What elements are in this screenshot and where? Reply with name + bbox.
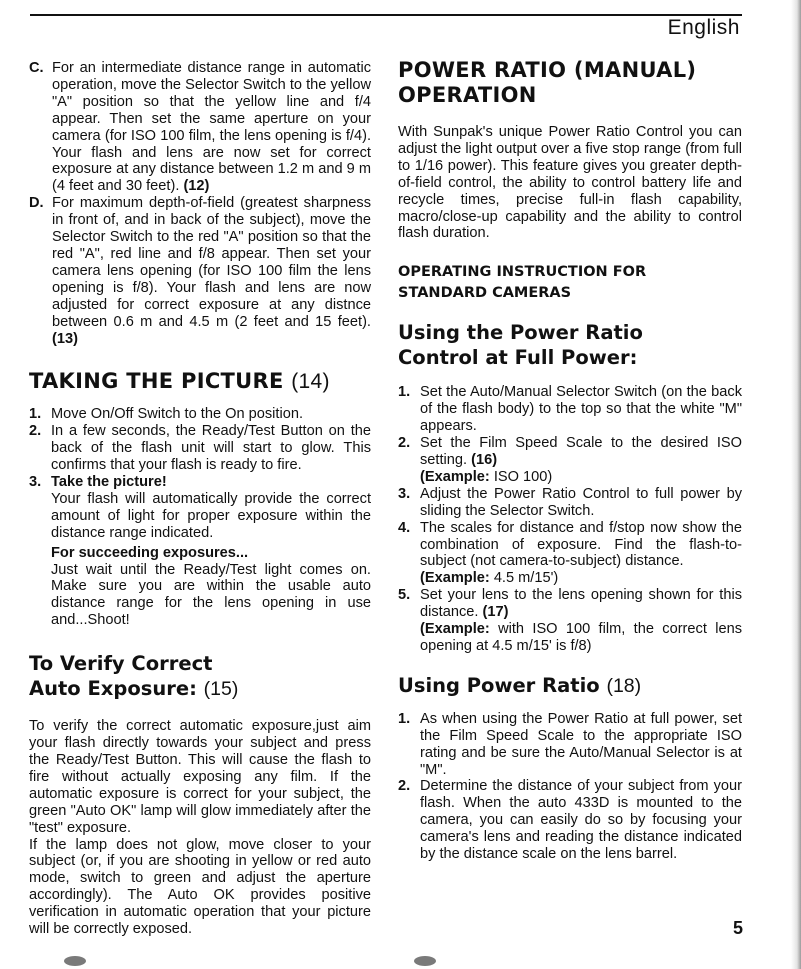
full-power-step-1 xyxy=(398,384,742,435)
full-power-step-5 xyxy=(398,587,742,655)
heading-text: TAKING THE PICTURE xyxy=(29,369,284,394)
step-text: Determine the distance of your subject from your flash. When the auto 433D is mounted to the camera, you can easily do so by focusing your camera's lens and reading the distance indicated by the distance scale on the lens barrel. xyxy=(420,778,742,863)
verify-paragraph-2: If the lamp does not glow, move closer to your subject (or, if you are shooting in yellow or red auto mode, switch to green and adjust the aperture accordingly). The Auto OK provides positive verification in automatic operation that your picture will be correctly exposed. xyxy=(29,836,371,938)
operating-heading xyxy=(398,262,742,304)
taking-picture-heading xyxy=(29,369,371,394)
example-value: with ISO 100 film, the correct lens opening at 4.5 m/15' is f/8) xyxy=(420,621,742,654)
power-ratio-paragraph: With Sunpak's unique Power Ratio Control you can adjust the light output over a five stop range (from full to 1/16 power). This feature gives you greater depth-of-field control, the ability to control battery life and recycle times, precise full-in flash capability, macro/close-up capability and the ability to control flash duration. xyxy=(398,124,742,242)
list-item-c xyxy=(29,60,371,195)
heading-line: Using the Power Ratio xyxy=(398,321,643,345)
step-number: 1. xyxy=(398,384,411,401)
right-column xyxy=(398,58,742,863)
verify-heading xyxy=(29,651,371,702)
step-text: Set the Auto/Manual Selector Switch (on the back of the flash body) to the top so that the white "M" appears. xyxy=(420,384,742,435)
step-1 xyxy=(29,406,371,423)
list-letter: C. xyxy=(29,60,44,76)
step-number: 2. xyxy=(398,435,411,452)
figure-ref: (16) xyxy=(471,451,498,468)
step-text: Set the Film Speed Scale to the desired ISO setting. xyxy=(420,435,742,468)
heading-line: OPERATING INSTRUCTION FOR xyxy=(398,264,647,281)
step-text: The scales for distance and f/stop now show the combination of exposure. Find the flash-to-subject (not camera-to-subject) distance. xyxy=(420,519,742,570)
left-column xyxy=(29,60,371,938)
step-3 xyxy=(29,474,371,629)
heading-line: To Verify Correct xyxy=(29,652,213,676)
step-text: Your flash will automatically provide the correct amount of light for proper exposure within the distance range indicated. xyxy=(51,490,371,541)
full-power-step-4 xyxy=(398,520,742,588)
step-number: 4. xyxy=(398,519,411,536)
figure-ref: (13) xyxy=(52,330,78,347)
language-label: English xyxy=(667,16,740,39)
scan-edge-shadow xyxy=(791,0,801,969)
ratio-step-2 xyxy=(398,778,742,863)
header-rule xyxy=(30,14,742,16)
heading-line: POWER RATIO (MANUAL) xyxy=(398,58,697,82)
succeeding-text: Just wait until the Ready/Test light comes on. Make sure you are within the usable auto distance range for the lens opening in use and...Shoot! xyxy=(51,561,371,629)
succeeding-heading: For succeeding exposures... xyxy=(51,544,249,561)
step-number: 1. xyxy=(398,710,411,727)
list-text: For an intermediate distance range in automatic operation, move the Selector Switch to the yellow "A" position so that the yellow line and f/4 appear. Then set the same aperture on your camera (for ISO 100 film, the lens opening is f/4). Your flash and lens are now set for correct exposure at any distance between 1.2 m and 9 m (4 feet and 30 feet). xyxy=(52,60,371,195)
heading-line: OPERATION xyxy=(398,83,537,107)
power-ratio-heading xyxy=(398,58,742,108)
step-text: Set your lens to the lens opening shown for this distance. xyxy=(420,587,742,621)
list-letter: D. xyxy=(29,195,44,212)
full-power-heading xyxy=(398,320,742,370)
verify-paragraph-1: To verify the correct automatic exposure,just aim your flash directly towards your subject and press the Ready/Test Button. This will cause the flash to fire without actually exposing any film. If the automatic exposure is correct for your subject, the green "Auto OK" lamp will glow immediately after the "test" exposure. xyxy=(29,718,371,836)
step-text: Adjust the Power Ratio Control to full power by sliding the Selector Switch. xyxy=(420,485,742,519)
using-power-ratio-heading xyxy=(398,673,742,699)
step-number: 5. xyxy=(398,587,411,604)
step-2 xyxy=(29,423,371,474)
step-number: 3. xyxy=(398,485,411,502)
heading-line: Control at Full Power: xyxy=(398,346,638,370)
heading-text: Using Power Ratio xyxy=(398,673,600,697)
list-text: For maximum depth-of-field (greatest sharpness in front of, and in back of the subject), move the Selector Switch to the red "A" position so that the red "A", red line and f/8 appear. Then set your camera lens opening (for ISO 100 film the lens opening is f/8). Your flash and lens are now adjusted for correct exposure at any distnce between 0.6 m and 4.5 m (2 feet and 15 feet). xyxy=(52,195,371,330)
step-number: 1. xyxy=(29,406,42,423)
figure-ref: (15) xyxy=(203,678,239,701)
scan-smudge xyxy=(64,956,86,966)
list-item-d xyxy=(29,195,371,347)
figure-ref: (12) xyxy=(183,178,210,195)
example-value: 4.5 m/15') xyxy=(493,570,559,587)
step-number: 3. xyxy=(29,474,42,491)
example-label: (Example: xyxy=(420,468,490,485)
heading-line: Auto Exposure: xyxy=(29,677,197,701)
figure-ref: (14) xyxy=(291,370,330,394)
figure-ref: (18) xyxy=(606,674,642,697)
step-number: 2. xyxy=(398,778,411,795)
full-power-step-2 xyxy=(398,435,742,486)
page-number: 5 xyxy=(732,918,743,938)
heading-line: STANDARD CAMERAS xyxy=(398,285,572,302)
step-number: 2. xyxy=(29,423,42,440)
step-text: In a few seconds, the Ready/Test Button on the back of the flash unit will start to glow. This confirms that your flash is ready to fire. xyxy=(51,423,371,474)
step-title: Take the picture! xyxy=(51,474,167,491)
example-label: (Example: xyxy=(420,621,490,638)
figure-ref: (17) xyxy=(482,604,509,621)
example-label: (Example: xyxy=(420,570,490,587)
example-value: ISO 100) xyxy=(493,468,553,485)
full-power-step-3 xyxy=(398,486,742,520)
step-text: As when using the Power Ratio at full power, set the Film Speed Scale to the appropriate ISO rating and be sure the Auto/Manual Selector is at "M". xyxy=(420,710,742,778)
scan-smudge xyxy=(414,956,436,966)
ratio-step-1 xyxy=(398,711,742,779)
step-text: Move On/Off Switch to the On position. xyxy=(51,406,303,423)
